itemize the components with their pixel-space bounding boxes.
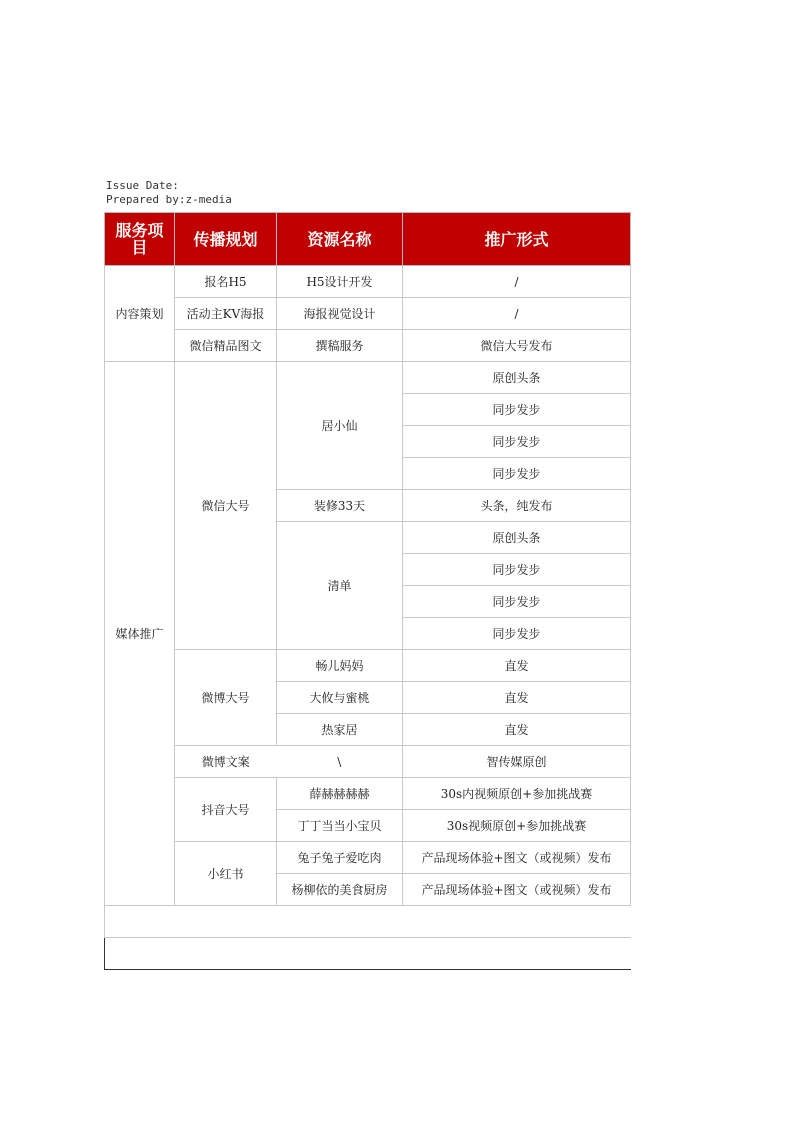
table-row: [105, 746, 631, 778]
empty-row: [105, 938, 631, 970]
form-cell: 微信大号发布: [403, 330, 631, 362]
form-cell: 同步发步: [403, 618, 631, 650]
form-cell: 产品现场体验+图文（或视频）发布: [403, 842, 631, 874]
resource-cell: 薛赫赫赫赫: [277, 778, 403, 810]
col-header-service: 服务项目: [105, 213, 175, 266]
col-header-form: 推广形式: [403, 213, 631, 266]
plan-cell: 报名H5: [175, 266, 277, 298]
plan-douyin: 抖音大号: [175, 778, 277, 842]
table-row: [105, 266, 631, 298]
form-cell: 30s内视频原创+参加挑战赛: [403, 778, 631, 810]
plan-cell: 活动主KV海报: [175, 298, 277, 330]
resource-cell: H5设计开发: [277, 266, 403, 298]
form-cell: 智传媒原创: [403, 746, 631, 778]
resource-cell: 撰稿服务: [277, 330, 403, 362]
form-cell: /: [403, 298, 631, 330]
issue-date: Issue Date:: [106, 179, 179, 192]
form-cell: 头条，纯发布: [403, 490, 631, 522]
empty-cell: [105, 938, 631, 970]
col-header-plan: 传播规划: [175, 213, 277, 266]
resource-cell: 海报视觉设计: [277, 298, 403, 330]
table-row: [105, 298, 631, 330]
plan-cell: 微信精品图文: [175, 330, 277, 362]
table-row: [105, 362, 631, 394]
col-header-resource: 资源名称: [277, 213, 403, 266]
resource-cell: 丁丁当当小宝贝: [277, 810, 403, 842]
empty-cell: [105, 906, 631, 938]
plan-weibo: 微博大号: [175, 650, 277, 746]
plan-wechat: 微信大号: [175, 362, 277, 650]
form-cell: 原创头条: [403, 522, 631, 554]
table-row: [105, 778, 631, 810]
resource-cell: 装修33天: [277, 490, 403, 522]
plan-weibo-copy: 微博文案: [175, 746, 277, 778]
promotion-plan-table: [104, 212, 631, 970]
table-header-row: [105, 213, 631, 266]
form-cell: 直发: [403, 714, 631, 746]
table-row: [105, 330, 631, 362]
table-row: [105, 650, 631, 682]
resource-cell: 畅儿妈妈: [277, 650, 403, 682]
form-cell: 同步发步: [403, 394, 631, 426]
form-cell: 同步发步: [403, 586, 631, 618]
empty-row: [105, 906, 631, 938]
resource-cell: 热家居: [277, 714, 403, 746]
prepared-by: Prepared by:z-media: [106, 193, 232, 206]
resource-juxiaoxian: 居小仙: [277, 362, 403, 490]
resource-cell: 杨柳依的美食厨房: [277, 874, 403, 906]
form-cell: 直发: [403, 682, 631, 714]
form-cell: 产品现场体验+图文（或视频）发布: [403, 874, 631, 906]
form-cell: /: [403, 266, 631, 298]
form-cell: 原创头条: [403, 362, 631, 394]
table-row: [105, 842, 631, 874]
group-media: 媒体推广: [105, 362, 175, 906]
form-cell: 同步发步: [403, 554, 631, 586]
group-content: 内容策划: [105, 266, 175, 362]
resource-cell: \: [277, 746, 403, 778]
form-cell: 30s视频原创+参加挑战赛: [403, 810, 631, 842]
plan-xiaohongshu: 小红书: [175, 842, 277, 906]
resource-cell: 大攸与蜜桃: [277, 682, 403, 714]
form-cell: 直发: [403, 650, 631, 682]
form-cell: 同步发步: [403, 458, 631, 490]
resource-cell: 兔子兔子爱吃肉: [277, 842, 403, 874]
form-cell: 同步发步: [403, 426, 631, 458]
resource-qingdan: 清单: [277, 522, 403, 650]
